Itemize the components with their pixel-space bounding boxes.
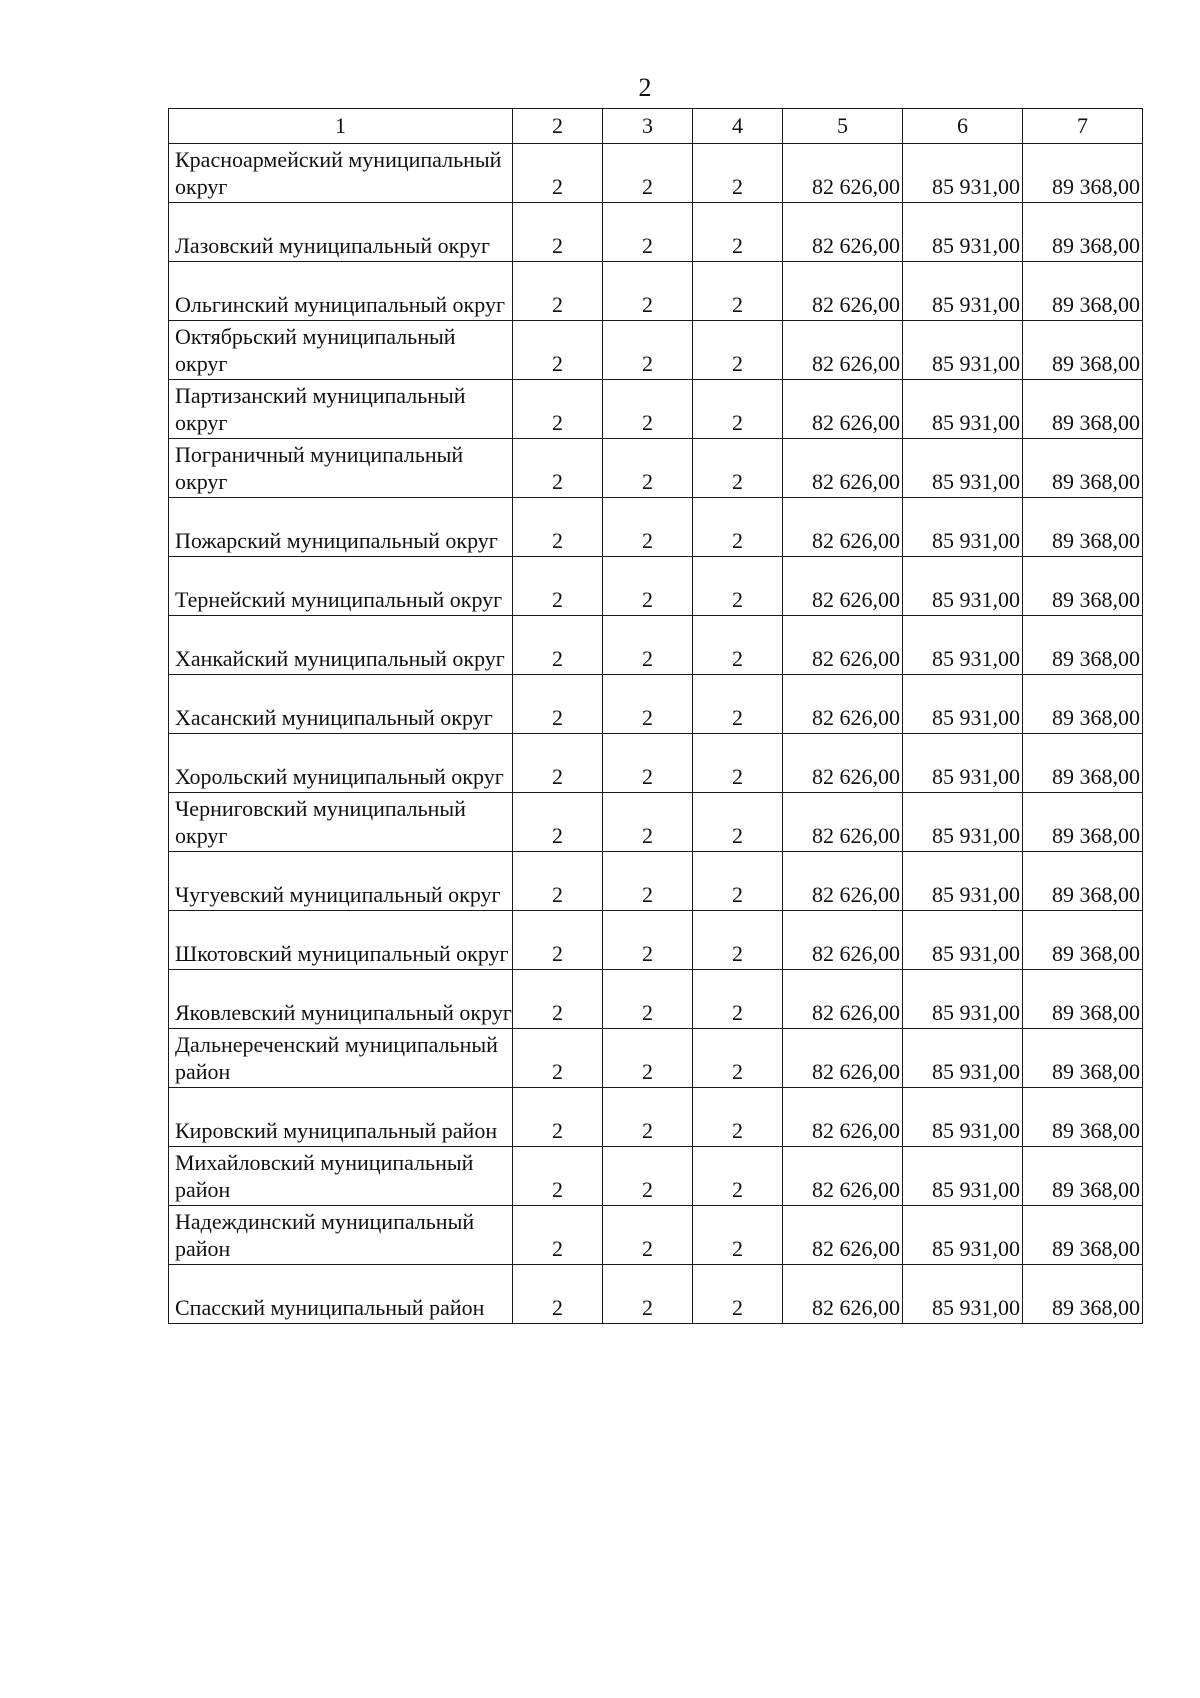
column-header: 4 [693, 109, 783, 144]
value-cell: 2 [513, 321, 603, 380]
amount-cell: 82 626,00 [783, 1147, 903, 1206]
value-cell: 2 [603, 734, 693, 793]
amount-cell: 89 368,00 [1023, 970, 1143, 1029]
value-cell: 2 [603, 1265, 693, 1324]
value-cell: 2 [693, 616, 783, 675]
amount-cell: 82 626,00 [783, 1029, 903, 1088]
value-cell: 2 [603, 970, 693, 1029]
value-cell: 2 [513, 557, 603, 616]
value-cell: 2 [693, 262, 783, 321]
value-cell: 2 [513, 1206, 603, 1265]
column-header: 3 [603, 109, 693, 144]
amount-cell: 85 931,00 [903, 1029, 1023, 1088]
amount-cell: 85 931,00 [903, 793, 1023, 852]
amount-cell: 85 931,00 [903, 911, 1023, 970]
amount-cell: 89 368,00 [1023, 734, 1143, 793]
table-body [169, 109, 1143, 1324]
amount-cell: 85 931,00 [903, 262, 1023, 321]
table-row [169, 262, 1143, 321]
district-name-cell: Михайловский муниципальный район [169, 1147, 513, 1206]
district-name-cell: Чугуевский муниципальный округ [169, 852, 513, 911]
header-row [169, 109, 1143, 144]
table-row [169, 498, 1143, 557]
district-name-cell: Красноармейский муниципальный округ [169, 144, 513, 203]
amount-cell: 85 931,00 [903, 1265, 1023, 1324]
amount-cell: 85 931,00 [903, 144, 1023, 203]
value-cell: 2 [603, 616, 693, 675]
amount-cell: 89 368,00 [1023, 911, 1143, 970]
amount-cell: 85 931,00 [903, 1147, 1023, 1206]
amount-cell: 82 626,00 [783, 734, 903, 793]
amount-cell: 82 626,00 [783, 144, 903, 203]
value-cell: 2 [603, 911, 693, 970]
district-name-cell: Хорольский муниципальный округ [169, 734, 513, 793]
table-row [169, 675, 1143, 734]
amount-cell: 89 368,00 [1023, 1029, 1143, 1088]
amount-cell: 85 931,00 [903, 1088, 1023, 1147]
amount-cell: 85 931,00 [903, 852, 1023, 911]
value-cell: 2 [693, 144, 783, 203]
amount-cell: 89 368,00 [1023, 675, 1143, 734]
value-cell: 2 [513, 498, 603, 557]
amount-cell: 89 368,00 [1023, 262, 1143, 321]
value-cell: 2 [693, 793, 783, 852]
district-name-cell: Дальнереченский муниципальный район [169, 1029, 513, 1088]
amount-cell: 82 626,00 [783, 380, 903, 439]
district-name-cell: Тернейский муниципальный округ [169, 557, 513, 616]
table-row [169, 911, 1143, 970]
value-cell: 2 [513, 1088, 603, 1147]
table-row [169, 557, 1143, 616]
amount-cell: 85 931,00 [903, 1206, 1023, 1265]
table-row [169, 321, 1143, 380]
table-row [169, 203, 1143, 262]
value-cell: 2 [513, 144, 603, 203]
column-header: 7 [1023, 109, 1143, 144]
amount-cell: 82 626,00 [783, 616, 903, 675]
district-name-cell: Яковлевский муниципальный округ [169, 970, 513, 1029]
district-name-cell: Надеждинский муниципальный район [169, 1206, 513, 1265]
table-row [169, 793, 1143, 852]
value-cell: 2 [693, 1265, 783, 1324]
amount-cell: 89 368,00 [1023, 498, 1143, 557]
value-cell: 2 [603, 262, 693, 321]
district-name-cell: Ханкайский муниципальный округ [169, 616, 513, 675]
value-cell: 2 [513, 262, 603, 321]
district-name-cell: Лазовский муниципальный округ [169, 203, 513, 262]
value-cell: 2 [693, 557, 783, 616]
amount-cell: 89 368,00 [1023, 439, 1143, 498]
table-row [169, 970, 1143, 1029]
amount-cell: 82 626,00 [783, 1265, 903, 1324]
value-cell: 2 [513, 734, 603, 793]
amount-cell: 82 626,00 [783, 1088, 903, 1147]
amount-cell: 82 626,00 [783, 262, 903, 321]
amount-cell: 89 368,00 [1023, 1088, 1143, 1147]
amount-cell: 82 626,00 [783, 675, 903, 734]
column-header: 2 [513, 109, 603, 144]
district-name-cell: Пограничный муниципальный округ [169, 439, 513, 498]
amount-cell: 85 931,00 [903, 675, 1023, 734]
table-row [169, 616, 1143, 675]
amount-cell: 89 368,00 [1023, 203, 1143, 262]
table-row [169, 734, 1143, 793]
value-cell: 2 [513, 439, 603, 498]
column-header: 5 [783, 109, 903, 144]
value-cell: 2 [693, 439, 783, 498]
amount-cell: 82 626,00 [783, 498, 903, 557]
value-cell: 2 [603, 1088, 693, 1147]
value-cell: 2 [693, 1029, 783, 1088]
amount-cell: 82 626,00 [783, 1206, 903, 1265]
value-cell: 2 [603, 793, 693, 852]
column-header: 6 [903, 109, 1023, 144]
value-cell: 2 [693, 911, 783, 970]
district-name-cell: Пожарский муниципальный округ [169, 498, 513, 557]
amount-cell: 89 368,00 [1023, 144, 1143, 203]
amount-cell: 89 368,00 [1023, 557, 1143, 616]
value-cell: 2 [513, 1147, 603, 1206]
table-row [169, 380, 1143, 439]
value-cell: 2 [603, 675, 693, 734]
value-cell: 2 [603, 852, 693, 911]
amount-cell: 82 626,00 [783, 852, 903, 911]
amount-cell: 82 626,00 [783, 203, 903, 262]
table-row [169, 1206, 1143, 1265]
amount-cell: 82 626,00 [783, 557, 903, 616]
amount-cell: 89 368,00 [1023, 616, 1143, 675]
amount-cell: 89 368,00 [1023, 1147, 1143, 1206]
amount-cell: 89 368,00 [1023, 380, 1143, 439]
table-row [169, 852, 1143, 911]
district-name-cell: Шкотовский муниципальный округ [169, 911, 513, 970]
data-table [168, 108, 1143, 1324]
value-cell: 2 [513, 852, 603, 911]
district-name-cell: Хасанский муниципальный округ [169, 675, 513, 734]
amount-cell: 82 626,00 [783, 439, 903, 498]
value-cell: 2 [513, 675, 603, 734]
value-cell: 2 [603, 144, 693, 203]
value-cell: 2 [603, 439, 693, 498]
amount-cell: 82 626,00 [783, 970, 903, 1029]
amount-cell: 82 626,00 [783, 911, 903, 970]
district-name-cell: Кировский муниципальный район [169, 1088, 513, 1147]
column-header: 1 [169, 109, 513, 144]
district-name-cell: Черниговский муниципальный округ [169, 793, 513, 852]
table-row [169, 1265, 1143, 1324]
value-cell: 2 [603, 380, 693, 439]
amount-cell: 89 368,00 [1023, 1265, 1143, 1324]
value-cell: 2 [693, 675, 783, 734]
table-row [169, 1029, 1143, 1088]
amount-cell: 85 931,00 [903, 321, 1023, 380]
value-cell: 2 [693, 498, 783, 557]
page-number: 2 [638, 73, 652, 102]
value-cell: 2 [603, 203, 693, 262]
value-cell: 2 [513, 616, 603, 675]
value-cell: 2 [693, 852, 783, 911]
value-cell: 2 [603, 1147, 693, 1206]
table-row [169, 1088, 1143, 1147]
value-cell: 2 [693, 1206, 783, 1265]
value-cell: 2 [693, 380, 783, 439]
value-cell: 2 [603, 557, 693, 616]
amount-cell: 85 931,00 [903, 498, 1023, 557]
amount-cell: 85 931,00 [903, 380, 1023, 439]
table-row [169, 1147, 1143, 1206]
amount-cell: 85 931,00 [903, 734, 1023, 793]
value-cell: 2 [513, 203, 603, 262]
amount-cell: 85 931,00 [903, 557, 1023, 616]
district-name-cell: Ольгинский муниципальный округ [169, 262, 513, 321]
amount-cell: 85 931,00 [903, 616, 1023, 675]
amount-cell: 89 368,00 [1023, 1206, 1143, 1265]
value-cell: 2 [513, 380, 603, 439]
value-cell: 2 [513, 1265, 603, 1324]
value-cell: 2 [603, 498, 693, 557]
amount-cell: 85 931,00 [903, 439, 1023, 498]
district-name-cell: Партизанский муниципальный округ [169, 380, 513, 439]
value-cell: 2 [513, 911, 603, 970]
amount-cell: 89 368,00 [1023, 852, 1143, 911]
amount-cell: 82 626,00 [783, 793, 903, 852]
amount-cell: 85 931,00 [903, 970, 1023, 1029]
value-cell: 2 [693, 970, 783, 1029]
value-cell: 2 [513, 970, 603, 1029]
value-cell: 2 [693, 1147, 783, 1206]
amount-cell: 89 368,00 [1023, 793, 1143, 852]
value-cell: 2 [693, 203, 783, 262]
district-name-cell: Октябрьский муниципальный округ [169, 321, 513, 380]
value-cell: 2 [603, 321, 693, 380]
amount-cell: 85 931,00 [903, 203, 1023, 262]
amount-cell: 82 626,00 [783, 321, 903, 380]
amount-cell: 89 368,00 [1023, 321, 1143, 380]
value-cell: 2 [513, 793, 603, 852]
value-cell: 2 [693, 1088, 783, 1147]
district-name-cell: Спасский муниципальный район [169, 1265, 513, 1324]
value-cell: 2 [513, 1029, 603, 1088]
value-cell: 2 [603, 1029, 693, 1088]
value-cell: 2 [693, 734, 783, 793]
value-cell: 2 [693, 321, 783, 380]
value-cell: 2 [603, 1206, 693, 1265]
table-row [169, 144, 1143, 203]
table-row [169, 439, 1143, 498]
